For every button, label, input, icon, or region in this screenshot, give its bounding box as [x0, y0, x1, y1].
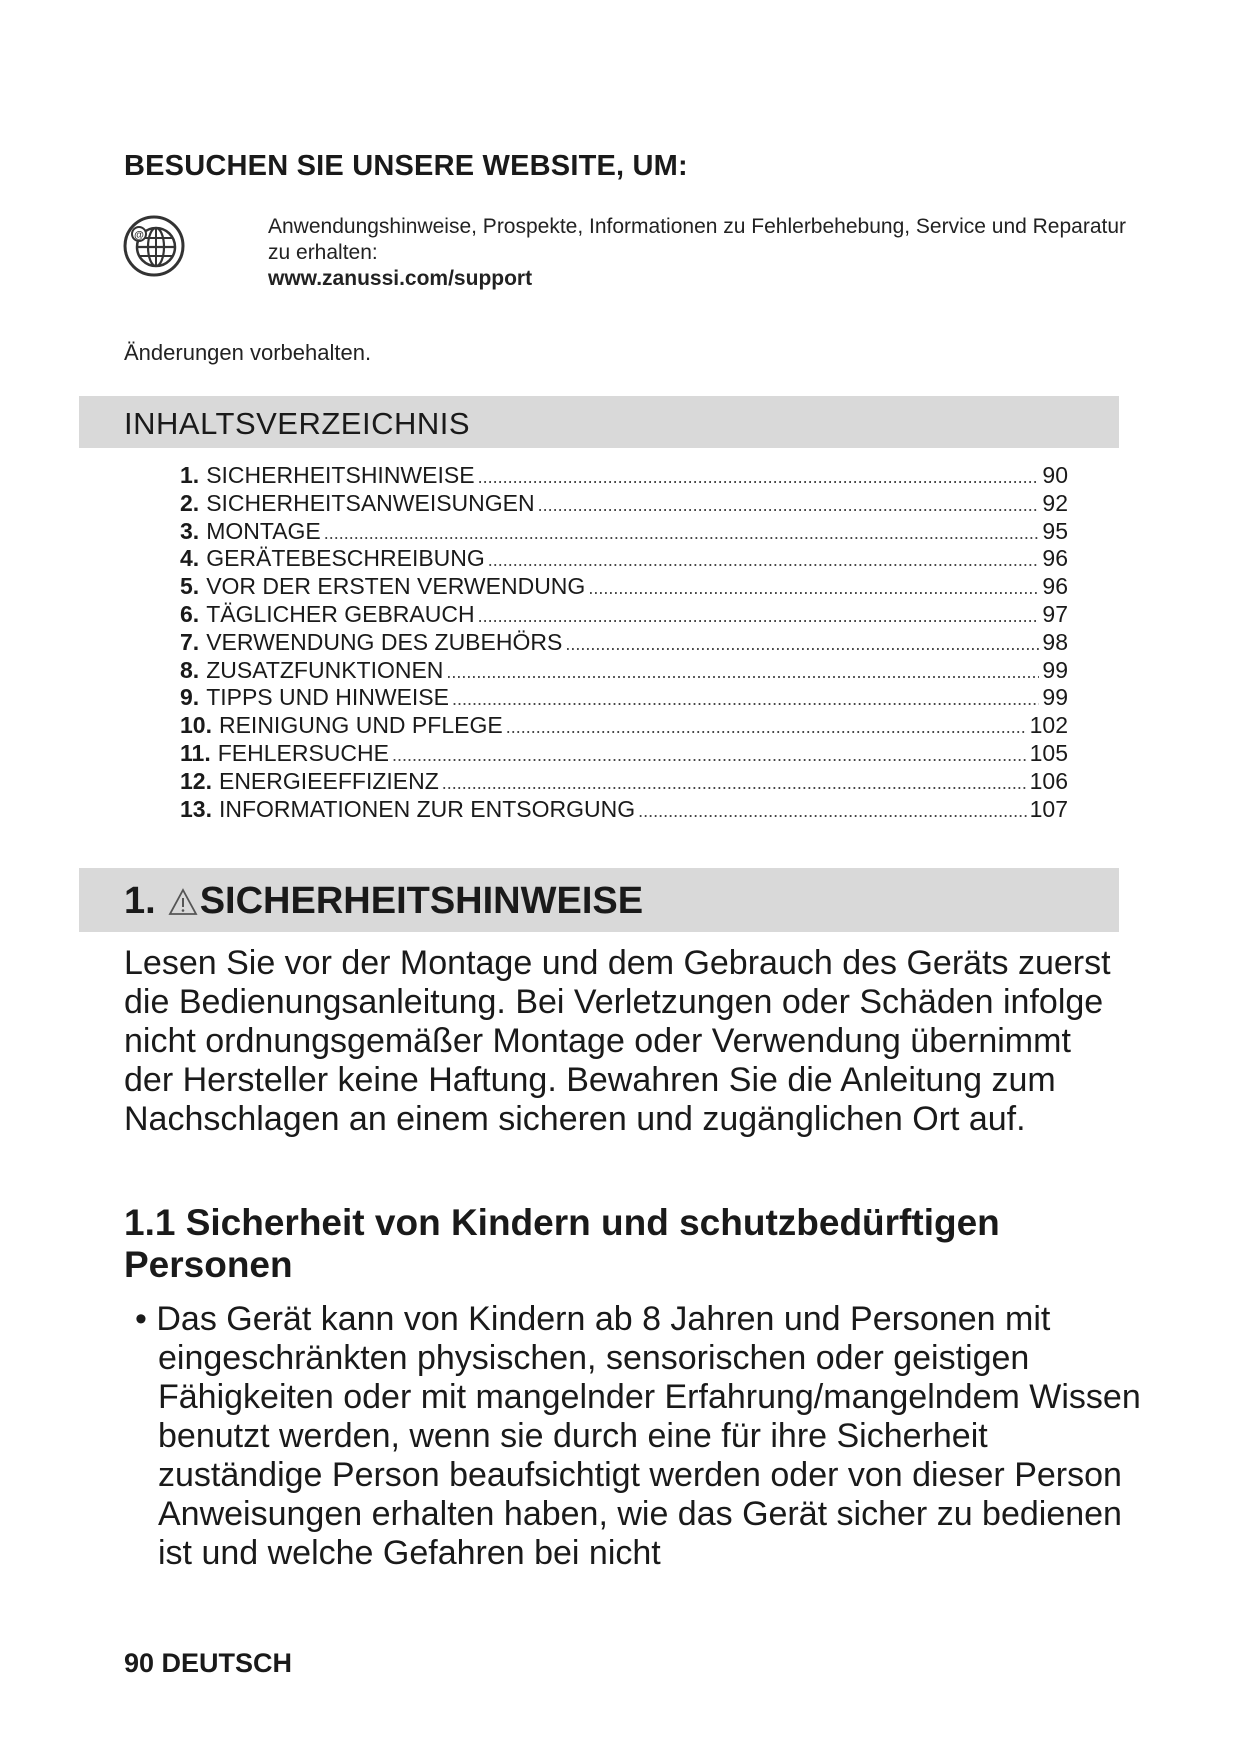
toc-leader-dots	[478, 606, 1040, 627]
warning-icon	[168, 888, 198, 916]
website-description	[268, 214, 1128, 292]
toc-label: ENERGIEEFFIZIENZ	[218, 767, 439, 794]
toc-page-number: 97	[1042, 600, 1068, 627]
section-number: 1.	[124, 880, 156, 922]
toc-list	[180, 462, 1068, 823]
website-text: Anwendungshinweise, Prospekte, Informationen zu Fehlerbehebung, Service und Reparatur zu erhalten:	[268, 215, 1127, 264]
toc-title: INHALTSVERZEICHNIS	[124, 406, 471, 441]
toc-page-number: 102	[1029, 712, 1068, 739]
toc-page-number: 98	[1042, 628, 1068, 655]
toc-leader-dots	[324, 523, 1040, 544]
toc-number: 10.	[180, 712, 212, 739]
toc-label: INFORMATIONEN ZUR ENTSORGUNG	[218, 795, 636, 822]
toc-page-number: 99	[1042, 684, 1068, 711]
toc-leader-dots	[538, 495, 1040, 516]
toc-label: SICHERHEITSHINWEISE	[206, 462, 475, 488]
toc-item-7[interactable]	[180, 629, 1068, 657]
subsection-heading: 1.1 Sicherheit von Kindern und schutzbedürftigen Personen	[124, 1202, 1000, 1285]
toc-page-number: 96	[1042, 545, 1068, 572]
toc-item-13[interactable]	[180, 796, 1068, 824]
intro-paragraph: Lesen Sie vor der Montage und dem Gebrauch des Geräts zuerst die Bedienungsanleitung. Bei Verletzungen oder Schäden infolge nicht ordnungsgemäßer Montage oder Verwendung übernimmt der Hersteller keine Haftung. Bewahren Sie die Anleitung zum Nachschlagen an einem sicheren und zugänglichen Ort auf.	[124, 944, 1111, 1138]
toc-page-number: 106	[1029, 767, 1068, 794]
toc-label: SICHERHEITSANWEISUNGEN	[206, 489, 535, 516]
section-title	[124, 880, 643, 923]
toc-label: GERÄTEBESCHREIBUNG	[206, 545, 485, 572]
toc-page-number: 96	[1042, 573, 1068, 600]
toc-label: ZUSATZFUNKTIONEN	[206, 656, 444, 683]
section-title-text: SICHERHEITSHINWEISE	[199, 880, 644, 922]
toc-leader-dots	[442, 773, 1027, 794]
toc-label: VERWENDUNG DES ZUBEHÖRS	[206, 628, 563, 655]
toc-item-3[interactable]	[180, 518, 1068, 546]
toc-item-2[interactable]	[180, 490, 1068, 518]
toc-item-10[interactable]	[180, 712, 1068, 740]
toc-page-number: 92	[1042, 489, 1068, 516]
toc-number: 2.	[180, 489, 200, 516]
toc-leader-dots	[488, 550, 1040, 571]
toc-label: TIPPS UND HINWEISE	[206, 684, 449, 711]
toc-leader-dots	[638, 801, 1027, 822]
toc-item-4[interactable]	[180, 545, 1068, 573]
toc-item-11[interactable]	[180, 740, 1068, 768]
toc-label: MONTAGE	[206, 517, 321, 544]
toc-item-5[interactable]	[180, 573, 1068, 601]
toc-leader-dots	[452, 689, 1039, 710]
toc-number: 1.	[180, 462, 200, 488]
toc-leader-dots	[478, 467, 1040, 488]
toc-item-6[interactable]	[180, 601, 1068, 629]
toc-page-number: 90	[1042, 462, 1068, 488]
website-heading: BESUCHEN SIE UNSERE WEBSITE, UM:	[124, 150, 688, 182]
toc-number: 6.	[180, 600, 200, 627]
toc-item-9[interactable]	[180, 684, 1068, 712]
toc-number: 3.	[180, 517, 200, 544]
toc-header-bar	[79, 396, 1119, 448]
toc-page-number: 99	[1042, 656, 1068, 683]
toc-number: 4.	[180, 545, 200, 572]
toc-label: TÄGLICHER GEBRAUCH	[206, 600, 475, 627]
toc-number: 13.	[180, 795, 212, 822]
toc-number: 5.	[180, 573, 200, 600]
toc-leader-dots	[588, 578, 1039, 599]
toc-leader-dots	[446, 662, 1039, 683]
toc-label: REINIGUNG UND PFLEGE	[218, 712, 503, 739]
svg-text:@: @	[134, 230, 144, 241]
toc-leader-dots	[506, 717, 1027, 738]
toc-leader-dots	[565, 634, 1039, 655]
globe-icon	[122, 214, 186, 278]
toc-page-number: 105	[1029, 739, 1068, 766]
toc-item-8[interactable]	[180, 657, 1068, 685]
toc-number: 9.	[180, 684, 200, 711]
section-header-bar	[79, 868, 1119, 932]
website-url[interactable]: www.zanussi.com/support	[268, 267, 533, 290]
toc-number: 12.	[180, 767, 212, 794]
toc-item-12[interactable]	[180, 768, 1068, 796]
toc-number: 7.	[180, 628, 200, 655]
toc-leader-dots	[392, 745, 1027, 766]
toc-page-number: 107	[1029, 795, 1068, 822]
toc-label: FEHLERSUCHE	[217, 739, 389, 766]
toc-number: 8.	[180, 656, 200, 683]
bullet-item: • Das Gerät kann von Kindern ab 8 Jahren und Personen mit eingeschränkten physischen, sensorischen oder geistigen Fähigkeiten oder mit mangelnder Erfahrung/mangelndem Wissen benutzt werden, wenn sie durch eine für ihre Sicherheit zuständige Person beaufsichtigt werden oder von dieser Person Anweisungen erhalten haben, wie das Gerät sicher zu bedienen ist und welche Gefahren bei nicht	[135, 1300, 1141, 1572]
page-footer: 90 DEUTSCH	[124, 1648, 293, 1678]
toc-label: VOR DER ERSTEN VERWENDUNG	[206, 573, 586, 600]
changes-note: Änderungen vorbehalten.	[124, 340, 372, 365]
toc-page-number: 95	[1042, 517, 1068, 544]
toc-number: 11.	[180, 739, 211, 766]
toc-item-1[interactable]	[180, 462, 1068, 490]
